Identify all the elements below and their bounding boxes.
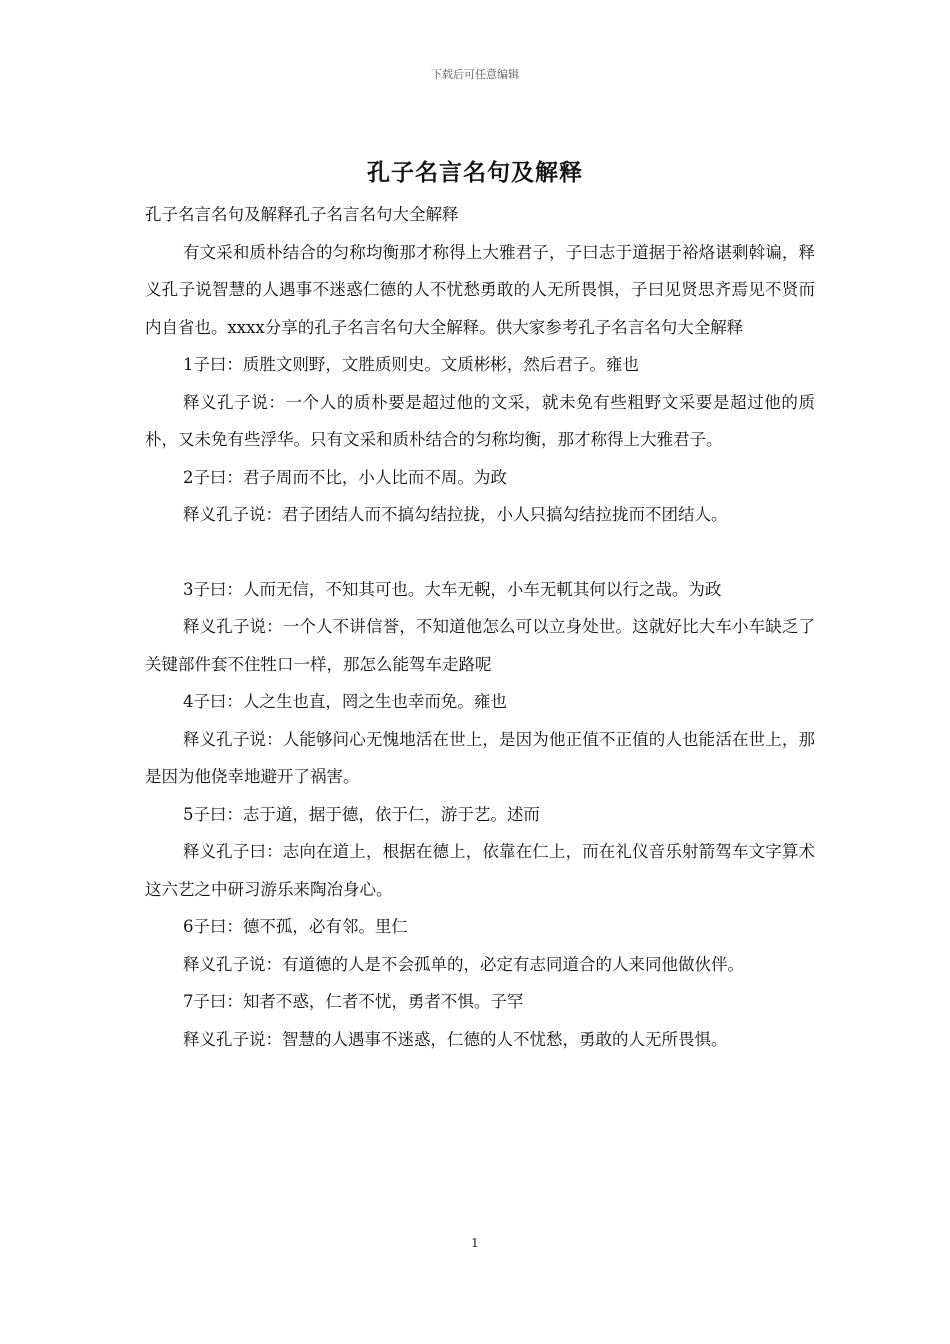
document-subtitle: 孔子名言名句及解释孔子名言名句大全解释 [145,205,459,224]
explanation-4: 释义孔子说：人能够问心无愧地活在世上，是因为他正值不正值的人也能活在世上，那是因为他侥幸地避开了祸害。 [145,729,815,786]
quote-5: 5子曰：志于道，据于德，依于仁，游于艺。述而 [182,804,540,824]
explanation-3: 释义孔子说：一个人不讲信誉，不知道他怎么可以立身处世。这就好比大车小车缺乏了关键部件套不住牲口一样，那怎么能驾车走路呢 [145,617,815,674]
page-header-note: 下载后可任意编辑 [431,68,519,81]
quote-2: 2子曰：君子周而不比，小人比而不周。为政 [182,467,507,487]
paragraph-gap [145,534,815,571]
explanation-6: 释义孔子说：有道德的人是不会孤单的，必定有志同道合的人来同他做伙伴。 [182,954,744,974]
quote-6: 6子曰：德不孤，必有邻。里仁 [182,917,408,936]
explanation-5: 释义孔子曰：志向在道上，根据在德上，依靠在仁上，而在礼仪音乐射箭驾车文字算术这六艺之中研习游乐来陶冶身心。 [145,842,815,899]
explanation-1: 释义孔子说：一个人的质朴要是超过他的文采，就未免有些粗野文采要是超过他的质朴，又未免有些浮华。只有文采和质朴结合的匀称均衡，那才称得上大雅君子。 [145,392,815,449]
quote-4: 4子曰：人之生也直，罔之生也幸而免。雍也 [182,692,507,711]
explanation-2: 释义孔子说：君子团结人而不搞勾结拉拢，小人只搞勾结拉拢而不团结人。 [182,505,728,524]
quote-3: 3子曰：人而无信，不知其可也。大车无輗，小车无軏其何以行之哉。为政 [182,579,722,599]
explanation-7: 释义孔子说：智慧的人遇事不迷惑，仁德的人不忧愁，勇敢的人无所畏惧。 [182,1029,728,1049]
intro-paragraph: 有文采和质朴结合的匀称均衡那才称得上大雅君子，子曰志于道据于裕烙谌剩斡谝，释义孔子说智慧的人遇事不迷惑仁德的人不忧愁勇敢的人无所畏惧，子曰见贤思齐焉见不贤而内自省也。xxxx分享的孔子名言名句大全解释。供大家参考孔子名言名句大全解释 [145,242,815,337]
quote-7: 7子曰：知者不惑，仁者不忧，勇者不惧。子罕 [182,992,524,1011]
document-body [145,196,815,1058]
quote-1: 1子曰：质胜文则野，文胜质则史。文质彬彬，然后君子。雍也 [182,355,639,374]
document-title: 孔子名言名句及解释 [367,159,583,186]
page-number: 1 [471,1236,479,1250]
